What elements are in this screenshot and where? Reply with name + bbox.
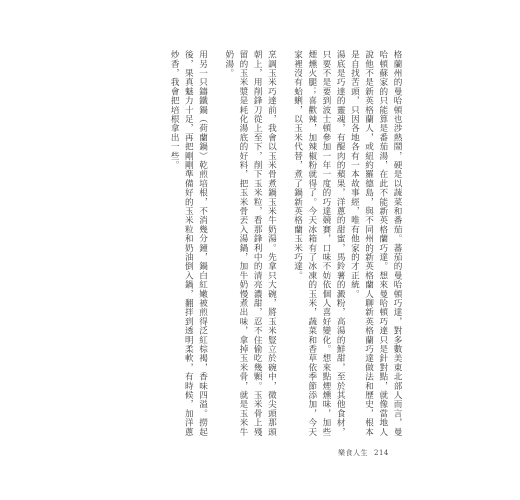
paragraph-1: 格蘭州的曼哈頓也涉熱鬧，硬是以蔬菜和番茄。蕃茄的曼哈頓巧達，對多數美東北部人而言，曼哈頓蘇家的只能算是番茄湯，在此不能新英格蘭巧達。想來曼哈頓巧達只是針對點，就像當地人說他不是新英格蘭人，或紐約羅德島，與不同州的新英格蘭人聊新英格蘭巧達做法和歷史，根本是自找苦頭，只因各地各有一本故事經，唯有他家的才正統。 [349,50,402,437]
page-footer [338,448,389,458]
paragraph-4: 用另一只鑄鐵鍋（荷蘭鍋）乾煎培根，不消幾分鐘，鍋白紅嫩被煎得泛紅棕褐，香味四溢。撈起後，果真魅力十足，再把剛剛準備好的玉米粒和奶油倒入鍋，翻拌到透明柔軟，有時候，加洋蔥炒香，我會把培根拿出一些。 [169,50,208,437]
paragraph-2: 湯底是巧達的靈魂，有醍肉的蘋果，洋蔥的甜蜜，馬鈴薯的澱粉，高湯的鮮甜，至於其他食材，只要不是要到波士頓參加一年一度的巧達競賽，口味不妨依個人喜好變化。想來點煙燻味，加些煙燻火腿；喜歡辣，加辣椒粉就得了。今天冰箱有了冰凍的玉米，蔬菜和香草依季節添加，今天家裡沒有蛤蜊，以玉米代替，煮了鍋新英格蘭玉米巧達。 [292,50,346,437]
body-text [104,50,404,440]
page-number: 214 [374,449,389,457]
running-head: 樂食人生 [338,449,368,457]
paragraph-3: 烹調玉米巧達前，我會以玉米骨煮鍋玉米牛奶湯。先拿只大碗，將玉米豎立於碗中，微尖頭那頭朝上，用削鋒刀從上至下，削下玉米粒，看那鋒利中的清亮濃甜，忍不住偷吃幾顆。玉米骨上殘留的玉米漿是耗化湯底的好料，把玉米骨丟入湯鍋，加牛奶慢煮出味，拿掉玉米骨，就是玉米牛奶湯。 [223,50,277,437]
